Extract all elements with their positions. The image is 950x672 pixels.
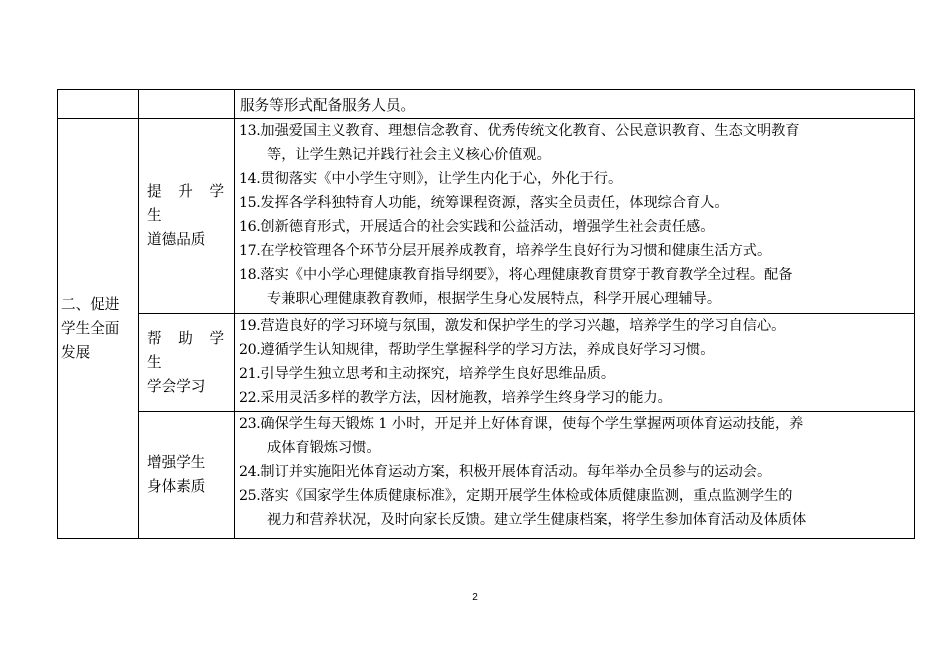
item-number: 16. <box>239 219 261 235</box>
item-number: 22. <box>239 390 261 406</box>
section-title-line: 发展 <box>61 343 91 361</box>
list-item <box>239 191 911 215</box>
item-number: 23. <box>239 416 261 432</box>
group-title-line: 帮 助 学 生 <box>147 329 231 371</box>
item-text: 加强爱国主义教育、理想信念教育、优秀传统文化教育、公民意识教育、生态文明教育 <box>260 123 800 139</box>
item-text: 贯彻落实《中小学生守则》，让学生内化于心，外化于行。 <box>260 171 623 187</box>
list-item <box>239 314 911 338</box>
group-items-cell <box>235 119 915 314</box>
table-cell-empty <box>58 90 139 119</box>
item-number: 17. <box>239 243 261 259</box>
item-number: 19. <box>239 318 261 334</box>
item-text: 落实《中小学心理健康教育指导纲要》，将心理健康教育贯穿于教育教学全过程。配备 <box>260 267 793 283</box>
item-text: 在学校管理各个环节分层开展养成教育，培养学生良好行为习惯和健康生活方式。 <box>260 243 772 259</box>
item-number: 20. <box>239 342 261 358</box>
item-number: 14. <box>239 171 261 187</box>
item-text-continued: 成体育锻炼习惯。 <box>267 440 381 456</box>
item-text: 创新德育形式，开展适合的社会实践和公益活动，增强学生社会责任感。 <box>260 219 715 235</box>
item-text: 引导学生独立思考和主动探究，培养学生良好思维品质。 <box>260 366 616 382</box>
list-item <box>239 119 911 167</box>
section-title-cell <box>58 119 139 539</box>
item-number: 25. <box>239 488 261 504</box>
item-number: 24. <box>239 464 261 480</box>
group-title-line: 学会学习 <box>147 377 206 395</box>
list-item <box>239 338 911 362</box>
list-item <box>239 412 911 460</box>
group-items-cell <box>235 314 915 412</box>
item-text-continued: 专兼职心理健康教育教师，根据学生身心发展特点，科学开展心理辅导。 <box>267 291 722 307</box>
group-title-line: 身体素质 <box>147 478 206 495</box>
list-item <box>239 484 911 532</box>
table-row <box>58 90 915 119</box>
standards-table <box>57 89 915 539</box>
list-item <box>239 215 911 239</box>
list-item <box>239 386 911 410</box>
list-item <box>239 167 911 191</box>
item-text-continued: 视力和营养状况，及时向家长反馈。建立学生健康档案，将学生参加体育活动及体质体 <box>267 512 807 528</box>
item-text: 遵循学生认知规律，帮助学生掌握科学的学习方法，养成良好学习习惯。 <box>260 342 715 358</box>
item-number: 13. <box>239 123 261 139</box>
item-text: 发挥各学科独特育人功能，统筹课程资源，落实全员责任，体现综合育人。 <box>260 195 729 211</box>
item-text: 落实《国家学生体质健康标准》，定期开展学生体检或体质健康监测，重点监测学生的 <box>260 488 793 504</box>
item-text-continued: 等，让学生熟记并践行社会主义核心价值观。 <box>267 147 551 163</box>
table-row <box>58 314 915 412</box>
list-item <box>239 460 911 484</box>
item-number: 18. <box>239 267 261 283</box>
table-row <box>58 119 915 314</box>
list-item <box>239 362 911 386</box>
group-title-line: 道德品质 <box>147 231 206 248</box>
item-number: 21. <box>239 366 261 382</box>
group-title-cell <box>139 314 235 412</box>
item-text: 采用灵活多样的教学方法，因材施教，培养学生终身学习的能力。 <box>260 390 672 406</box>
continued-text: 服务等形式配备服务人员。 <box>240 97 416 114</box>
page-number: 2 <box>472 592 478 603</box>
item-number: 15. <box>239 195 261 211</box>
group-title-line: 提 升 学 生 <box>147 183 231 224</box>
group-title-cell <box>139 412 235 539</box>
item-text: 确保学生每天锻炼 1 小时，开足并上好体育课，使每个学生掌握两项体育运动技能，养 <box>260 416 804 432</box>
list-item <box>239 263 911 311</box>
group-items-cell <box>235 412 915 539</box>
group-title-cell <box>139 119 235 314</box>
list-item <box>239 239 911 263</box>
section-title-line: 学生全面 <box>61 319 120 337</box>
table-cell-text <box>235 90 915 119</box>
table-cell-empty <box>139 90 235 119</box>
section-title-line: 二、促进 <box>61 295 120 313</box>
item-text: 制订并实施阳光体育运动方案，积极开展体育活动。每年举办全员参与的运动会。 <box>260 464 772 480</box>
item-text: 营造良好的学习环境与氛围，激发和保护学生的学习兴趣，培养学生的学习自信心。 <box>260 318 786 334</box>
table-row <box>58 412 915 539</box>
group-title-line: 增强学生 <box>147 454 206 471</box>
